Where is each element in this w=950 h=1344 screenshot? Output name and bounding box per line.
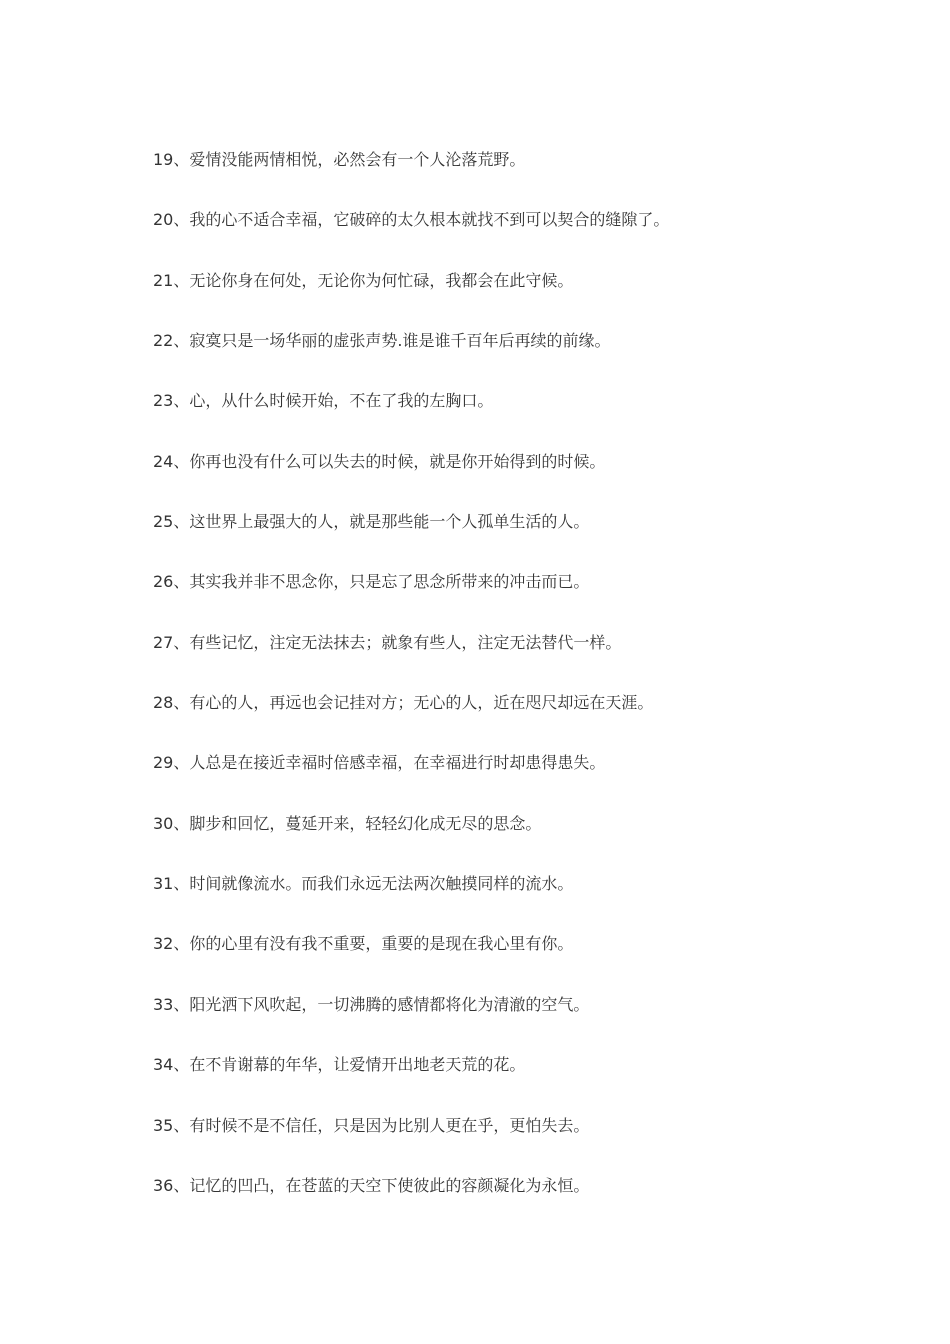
- quote-line: 20、我的心不适合幸福，它破碎的太久根本就找不到可以契合的缝隙了。: [153, 210, 670, 230]
- quote-line: 23、心，从什么时候开始，不在了我的左胸口。: [153, 391, 494, 411]
- quote-line: 36、记忆的凹凸，在苍蓝的天空下使彼此的容颜凝化为永恒。: [153, 1175, 590, 1195]
- quote-line: 33、阳光洒下风吹起，一切沸腾的感情都将化为清澈的空气。: [153, 994, 590, 1014]
- quote-list: [153, 147, 893, 1233]
- quote-line: 19、爱情没能两情相悦，必然会有一个人沦落荒野。: [153, 150, 526, 169]
- quote-line: 27、有些记忆，注定无法抹去；就象有些人，注定无法替代一样。: [153, 632, 622, 652]
- quote-line: 35、有时候不是不信任，只是因为比别人更在乎，更怕失去。: [153, 1115, 590, 1135]
- quote-line: 24、你再也没有什么可以失去的时候，就是你开始得到的时候。: [153, 451, 606, 471]
- quote-line: 28、有心的人，再远也会记挂对方；无心的人，近在咫尺却远在天涯。: [153, 693, 654, 713]
- quote-line: 29、人总是在接近幸福时倍感幸福，在幸福进行时却患得患失。: [153, 753, 606, 773]
- quote-line: 25、这世界上最强大的人，就是那些能一个人孤单生活的人。: [153, 512, 590, 532]
- quote-line: 31、时间就像流水。而我们永远无法两次触摸同样的流水。: [153, 874, 574, 894]
- quote-line: 22、寂寞只是一场华丽的虚张声势.谁是谁千百年后再续的前缘。: [153, 331, 611, 351]
- quote-line: 21、无论你身在何处，无论你为何忙碌，我都会在此守候。: [153, 270, 574, 290]
- quote-line: 30、脚步和回忆，蔓延开来，轻轻幻化成无尽的思念。: [153, 813, 542, 833]
- quote-line: 32、你的心里有没有我不重要，重要的是现在我心里有你。: [153, 934, 574, 954]
- quote-line: 26、其实我并非不思念你，只是忘了思念所带来的冲击而已。: [153, 572, 590, 592]
- quote-line: 34、在不肯谢幕的年华，让爱情开出地老天荒的花。: [153, 1055, 526, 1075]
